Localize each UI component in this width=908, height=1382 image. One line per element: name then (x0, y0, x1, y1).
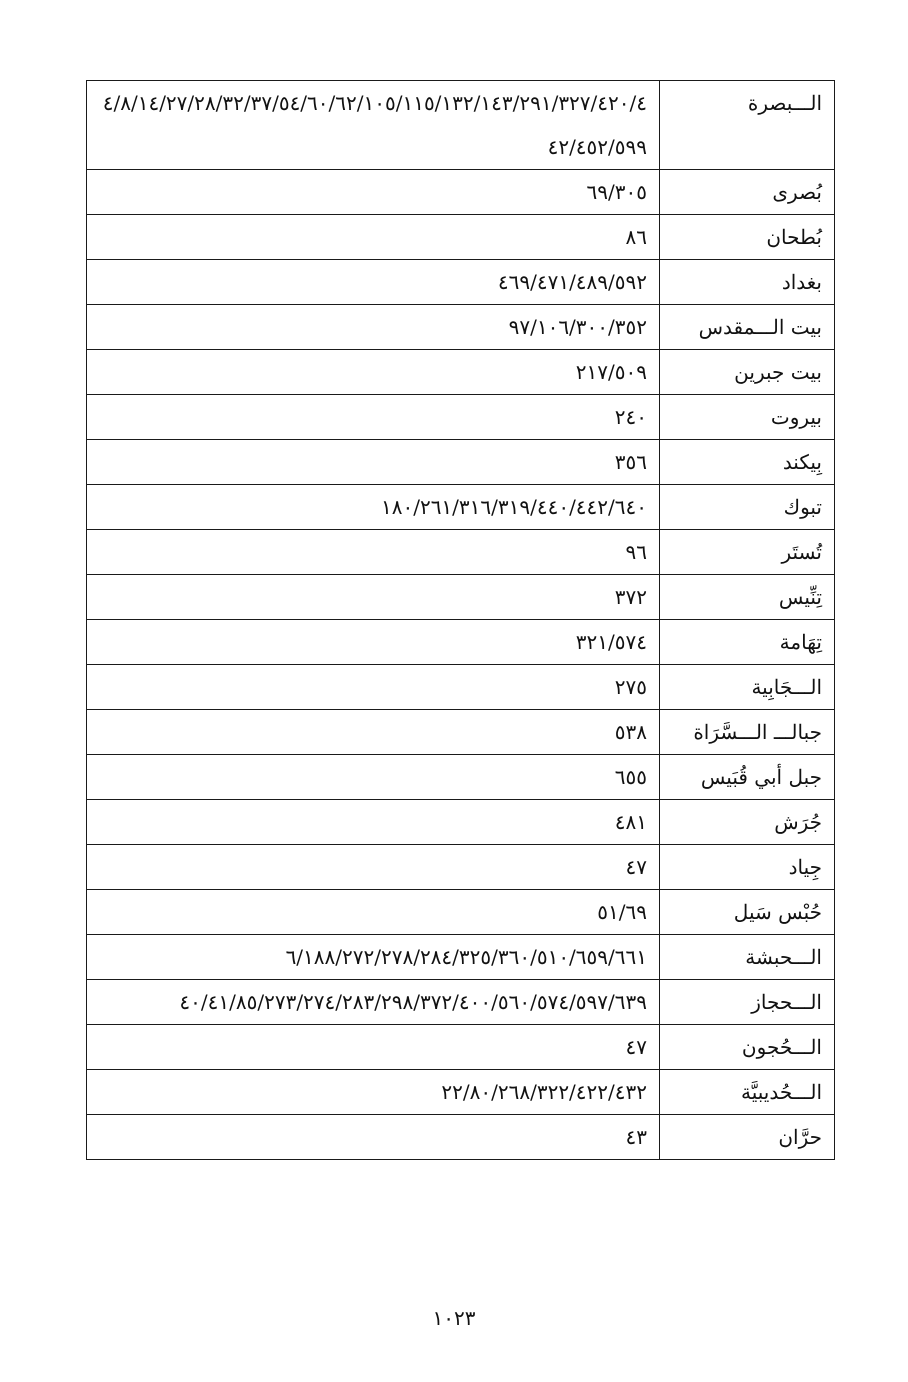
place-name-cell: بيروت (660, 395, 835, 440)
page-refs-cell: ٨٦ (87, 215, 660, 260)
page-refs-cell: ٢٧٥ (87, 665, 660, 710)
index-row (87, 710, 835, 755)
index-row (87, 485, 835, 530)
page-refs-cell: ٤/٨/١٤/٢٧/٢٨/٣٢/٣٧/٥٤/٦٠/٦٢/١٠٥/١١٥/١٣٢/١٤٣/٢٩١/٣٢٧/٤٢٠/٤٤٢/٤٥٢/٥٩٩ (87, 81, 660, 170)
place-index-body (87, 81, 835, 1160)
place-name-cell: حرَّان (660, 1115, 835, 1160)
page-refs-cell: ٤٧ (87, 1025, 660, 1070)
place-name-cell: بِيكند (660, 440, 835, 485)
page-refs-cell: ٤٠/٤١/٨٥/٢٧٣/٢٧٤/٢٨٣/٢٩٨/٣٧٢/٤٠٠/٥٦٠/٥٧٤/٥٩٧/٦٣٩ (87, 980, 660, 1025)
page-number: ١٠٢٣ (432, 1306, 476, 1330)
place-name-cell: جبل أبي قُبَيس (660, 755, 835, 800)
place-name-cell: جُرَش (660, 800, 835, 845)
page-refs-cell: ٢١٧/٥٠٩ (87, 350, 660, 395)
index-row (87, 170, 835, 215)
place-name-cell: بُطحان (660, 215, 835, 260)
index-row (87, 755, 835, 800)
page-refs-cell: ٦/١٨٨/٢٧٢/٢٧٨/٢٨٤/٣٢٥/٣٦٠/٥١٠/٦٥٩/٦٦١ (87, 935, 660, 980)
index-row (87, 845, 835, 890)
place-name-cell: تبوك (660, 485, 835, 530)
index-row (87, 440, 835, 485)
place-name-cell: الـــحُديبيَّة (660, 1070, 835, 1115)
page-refs-cell: ٣٢١/٥٧٤ (87, 620, 660, 665)
place-name-cell: تِنِّيس (660, 575, 835, 620)
index-row (87, 395, 835, 440)
index-row (87, 665, 835, 710)
place-name-cell: حُبْس سَيل (660, 890, 835, 935)
index-row (87, 1025, 835, 1070)
page-refs-cell: ١٨٠/٢٦١/٣١٦/٣١٩/٤٤٠/٤٤٢/٦٤٠ (87, 485, 660, 530)
page-refs-cell: ٦٥٥ (87, 755, 660, 800)
index-row (87, 575, 835, 620)
index-row (87, 81, 835, 170)
place-name-cell: الـــحجاز (660, 980, 835, 1025)
index-row (87, 800, 835, 845)
page-refs-cell: ٣٥٦ (87, 440, 660, 485)
place-name-cell: الـــجَابِية (660, 665, 835, 710)
place-name-cell: الـــحُجون (660, 1025, 835, 1070)
index-row (87, 305, 835, 350)
place-name-cell: الـــحبشة (660, 935, 835, 980)
place-name-cell: بُصرى (660, 170, 835, 215)
page-refs-cell: ٢٢/٨٠/٢٦٨/٣٢٢/٤٢٢/٤٣٢ (87, 1070, 660, 1115)
page-refs-cell: ٥٣٨ (87, 710, 660, 755)
index-row (87, 935, 835, 980)
place-name-cell: بيت الـــمقدس (660, 305, 835, 350)
page-refs-cell: ٢٤٠ (87, 395, 660, 440)
page-refs-cell: ٤٦٩/٤٧١/٤٨٩/٥٩٢ (87, 260, 660, 305)
page-refs-cell: ٩٧/١٠٦/٣٠٠/٣٥٢ (87, 305, 660, 350)
page-refs-cell: ٣٧٢ (87, 575, 660, 620)
index-row (87, 530, 835, 575)
index-row (87, 260, 835, 305)
index-row (87, 350, 835, 395)
page-refs-cell: ٩٦ (87, 530, 660, 575)
place-name-cell: تُستَر (660, 530, 835, 575)
place-name-cell: جبالـــ الـــسَّرَاة (660, 710, 835, 755)
page-refs-cell: ٤٧ (87, 845, 660, 890)
place-name-cell: بغداد (660, 260, 835, 305)
index-row (87, 620, 835, 665)
place-index-table (86, 80, 835, 1160)
page-refs-cell: ٤٨١ (87, 800, 660, 845)
page-refs-cell: ٥١/٦٩ (87, 890, 660, 935)
page-refs-cell: ٦٩/٣٠٥ (87, 170, 660, 215)
page-refs-cell: ٤٣ (87, 1115, 660, 1160)
index-row (87, 215, 835, 260)
index-row (87, 980, 835, 1025)
index-row (87, 1115, 835, 1160)
place-name-cell: الـــبصرة (660, 81, 835, 170)
place-name-cell: جِياد (660, 845, 835, 890)
place-name-cell: بيت جبرين (660, 350, 835, 395)
index-row (87, 890, 835, 935)
index-row (87, 1070, 835, 1115)
place-name-cell: تِهَامة (660, 620, 835, 665)
